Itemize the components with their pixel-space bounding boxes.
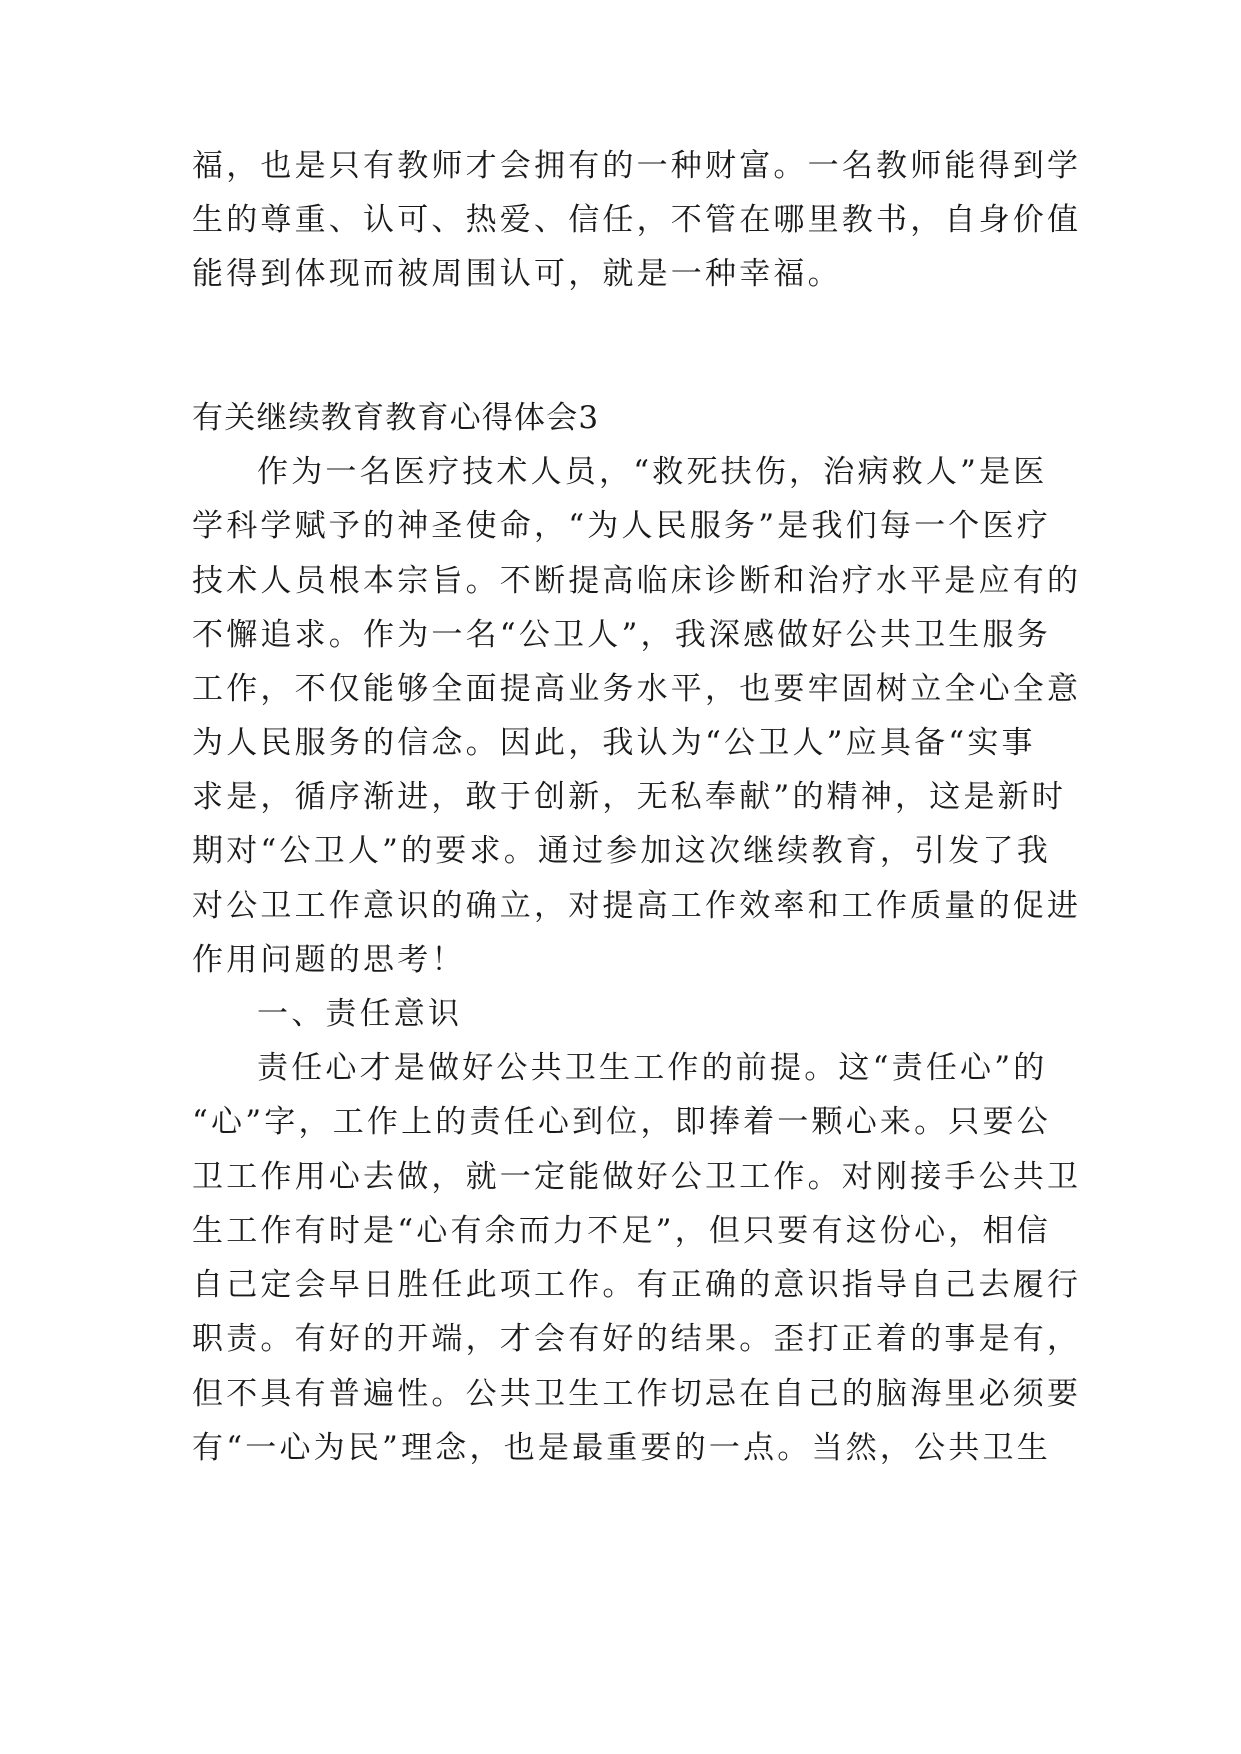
text-line: 求是，循序渐进，敢于创新，无私奉献”的精神，这是新时: [192, 779, 1067, 815]
text-line: 作用问题的思考！: [192, 942, 466, 978]
section-title: 有关继续教育教育心得体会3: [192, 400, 600, 436]
text-line: 卫工作用心去做，就一定能做好公卫工作。对刚接手公共卫: [192, 1159, 1082, 1195]
text-line: 责任心才是做好公共卫生工作的前提。这“责任心”的: [257, 1050, 1048, 1086]
text-line: 学科学赋予的神圣使命，“为人民服务”是我们每一个医疗: [192, 508, 1051, 544]
text-line: 生的尊重、认可、热爱、信任，不管在哪里教书，自身价值: [192, 202, 1082, 238]
text-line: 对公卫工作意识的确立，对提高工作效率和工作质量的促进: [192, 888, 1082, 924]
text-line: 技术人员根本宗旨。不断提高临床诊断和治疗水平是应有的: [192, 563, 1082, 599]
text-line: 工作，不仅能够全面提高业务水平，也要牢固树立全心全意: [192, 671, 1082, 707]
text-line: “心”字，工作上的责任心到位，即捧着一颗心来。只要公: [192, 1104, 1051, 1140]
text-line: 作为一名医疗技术人员，“救死扶伤，治病救人”是医: [257, 454, 1048, 490]
text-line: 不懈追求。作为一名“公卫人”，我深感做好公共卫生服务: [192, 617, 1051, 653]
text-line: 有“一心为民”理念，也是最重要的一点。当然，公共卫生: [192, 1430, 1051, 1466]
text-line: 福，也是只有教师才会拥有的一种财富。一名教师能得到学: [192, 148, 1082, 184]
text-line: 自己定会早日胜任此项工作。有正确的意识指导自己去履行: [192, 1267, 1082, 1303]
text-line: 期对“公卫人”的要求。通过参加这次继续教育，引发了我: [192, 833, 1051, 869]
text-line: 能得到体现而被周围认可，就是一种幸福。: [192, 256, 842, 292]
text-line: 职责。有好的开端，才会有好的结果。歪打正着的事是有，: [192, 1321, 1082, 1357]
text-line: 生工作有时是“心有余而力不足”，但只要有这份心，相信: [192, 1213, 1051, 1249]
subheading: 一、责任意识: [257, 996, 463, 1032]
text-line: 但不具有普遍性。公共卫生工作切忌在自己的脑海里必须要: [192, 1376, 1082, 1412]
text-line: 为人民服务的信念。因此，我认为“公卫人”应具备“实事: [192, 725, 1036, 761]
